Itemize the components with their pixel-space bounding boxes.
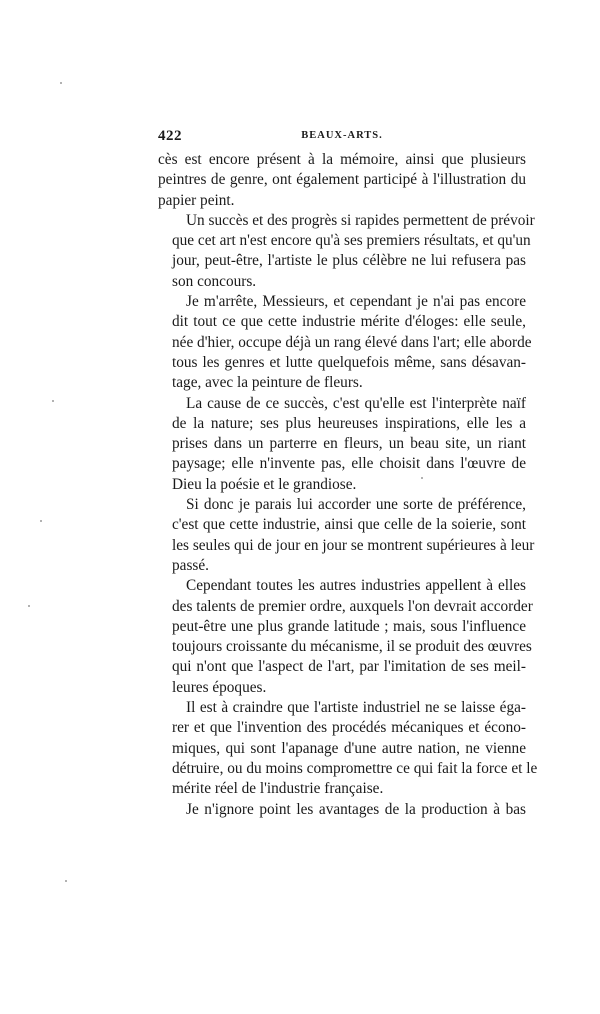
paper-speck bbox=[65, 880, 67, 882]
paragraph bbox=[158, 576, 533, 698]
section-title: BEAUX-ARTS. bbox=[301, 130, 383, 141]
text-line: leures époques. bbox=[172, 678, 267, 696]
text-line: tous les genres et lutte quelquefois même, sans désavan- bbox=[172, 353, 526, 371]
running-head bbox=[158, 128, 526, 148]
paragraph bbox=[158, 800, 526, 820]
text-line: Je n'ignore point les avantages de la production à bas bbox=[186, 800, 526, 818]
text-line: paysage; elle n'invente pas, elle choisit dans l'œuvre de bbox=[172, 455, 526, 473]
text-line: née d'hier, occupe déjà un rang élevé dans l'art; elle aborde bbox=[172, 333, 532, 351]
text-line: prises dans un parterre en fleurs, un beau site, un riant bbox=[172, 435, 526, 453]
page-number: 422 bbox=[158, 128, 182, 144]
text-line: Il est à craindre que l'artiste industriel ne se laisse éga- bbox=[186, 699, 526, 717]
text-line: Si donc je parais lui accorder une sorte de préférence, bbox=[186, 496, 526, 514]
text-line: les seules qui de jour en jour se montrent supérieures à leur bbox=[172, 536, 535, 554]
paragraph bbox=[158, 394, 526, 495]
text-line: Dieu la poésie et le grandiose. bbox=[172, 475, 357, 493]
text-line: miques, qui sont l'apanage d'une autre nation, ne vienne bbox=[172, 739, 526, 757]
paragraph bbox=[158, 698, 538, 799]
paper-speck bbox=[28, 605, 30, 607]
text-line: peut-être une plus grande latitude ; mais, sous l'influence bbox=[172, 617, 526, 635]
text-line: Je m'arrête, Messieurs, et cependant je n'ai pas encore bbox=[186, 293, 526, 311]
paper-speck bbox=[40, 520, 42, 522]
text-line: mérite réel de l'industrie française. bbox=[172, 780, 384, 798]
text-line: que cet art n'est encore qu'à ses premiers résultats, et qu'un bbox=[172, 232, 531, 250]
paper-speck bbox=[52, 400, 54, 402]
text-line: papier peint. bbox=[158, 191, 235, 209]
text-line: tage, avec la peinture de fleurs. bbox=[172, 374, 363, 392]
paper-speck bbox=[60, 82, 62, 84]
paragraph bbox=[158, 292, 532, 393]
text-line: Un succès et des progrès si rapides permettent de prévoir bbox=[186, 211, 535, 229]
text-line: des talents de premier ordre, auxquels l'on devrait accorder bbox=[172, 597, 533, 615]
text-line: jour, peut-être, l'artiste le plus célèbre ne lui refusera pas bbox=[172, 252, 526, 270]
text-line: qui n'ont que l'aspect de l'art, par l'imitation de ses meil- bbox=[172, 658, 526, 676]
text-line: de la nature; ses plus heureuses inspirations, elle les a bbox=[172, 414, 526, 432]
text-line: son concours. bbox=[172, 272, 257, 290]
text-line: peintres de genre, ont également participé à l'illustration du bbox=[158, 171, 526, 189]
body-text bbox=[158, 150, 538, 820]
text-line: toujours croissante du mécanisme, il se produit des œuvres bbox=[172, 638, 532, 656]
text-line: rer et que l'invention des procédés mécaniques et écono- bbox=[172, 719, 526, 737]
text-line: dit tout ce que cette industrie mérite d'éloges: elle seule, bbox=[172, 313, 526, 331]
text-line: passé. bbox=[172, 556, 209, 574]
text-line: cès est encore présent à la mémoire, ainsi que plusieurs bbox=[158, 151, 526, 168]
paragraph bbox=[158, 150, 526, 211]
paragraph bbox=[158, 211, 535, 292]
text-line: Cependant toutes les autres industries appellent à elles bbox=[186, 577, 526, 595]
text-line: détruire, ou du moins compromettre ce qui fait la force et le bbox=[172, 759, 538, 777]
text-line: La cause de ce succès, c'est qu'elle est l'interprète naïf bbox=[186, 394, 526, 412]
paragraph bbox=[158, 495, 535, 576]
text-line: c'est que cette industrie, ainsi que celle de la soierie, sont bbox=[172, 516, 526, 534]
